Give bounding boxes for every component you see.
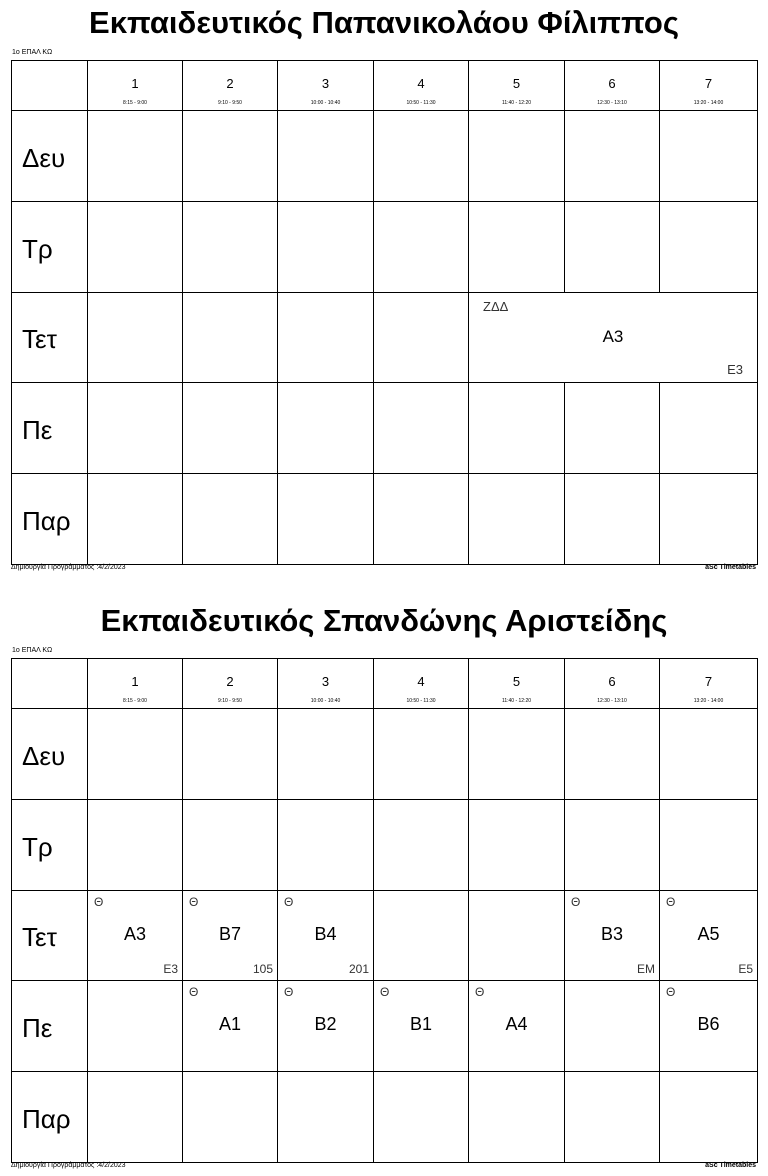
empty-slot — [564, 708, 660, 800]
period-number: 4 — [417, 76, 425, 91]
timetable-sheet — [0, 598, 768, 1176]
lesson-cell[interactable] — [468, 980, 565, 1072]
lesson-class: Β6 — [697, 1014, 720, 1034]
period-header — [659, 60, 758, 111]
lesson-cell[interactable] — [659, 980, 758, 1072]
timetable-grid — [11, 60, 757, 564]
empty-slot — [182, 799, 278, 891]
period-time: 8:15 - 9:00 — [123, 100, 147, 106]
empty-slot — [373, 201, 469, 293]
period-header — [182, 60, 278, 111]
empty-slot — [87, 980, 183, 1072]
period-number: 1 — [131, 76, 139, 91]
empty-slot — [373, 1071, 469, 1163]
empty-slot — [87, 110, 183, 202]
empty-slot — [564, 201, 660, 293]
lesson-subject: Θ — [189, 895, 199, 909]
lesson-cell[interactable] — [87, 890, 183, 981]
empty-slot — [277, 1071, 374, 1163]
empty-slot — [564, 980, 660, 1072]
lesson-room: 105 — [252, 962, 273, 976]
empty-slot — [373, 890, 469, 981]
lesson-room: Ε3 — [163, 962, 178, 976]
period-header — [564, 60, 660, 111]
period-time: 13:20 - 14:00 — [693, 100, 724, 106]
day-label: Τρ — [11, 799, 88, 891]
empty-slot — [277, 382, 374, 474]
empty-slot — [87, 1071, 183, 1163]
lesson-subject: ΖΔΔ — [483, 299, 509, 314]
lesson-class: Β7 — [218, 924, 242, 944]
lesson-subject: Θ — [571, 895, 581, 909]
lesson-room: 201 — [348, 962, 369, 976]
lesson-class: Α3 — [602, 327, 624, 346]
school-name: 1ο ΕΠΑΛ ΚΩ — [12, 49, 53, 56]
teacher-title: Εκπαιδευτικός Σπανδώνης Αριστείδης — [100, 603, 668, 638]
footer-created-date: Δημιουργία Προγράμματος :4/2/2023 — [11, 564, 126, 571]
lesson-cell[interactable] — [182, 980, 278, 1072]
empty-slot — [87, 799, 183, 891]
empty-slot — [87, 292, 183, 383]
empty-slot — [277, 799, 374, 891]
lesson-class: Β2 — [314, 1014, 337, 1034]
period-number: 6 — [608, 674, 616, 689]
empty-slot — [182, 292, 278, 383]
day-label: Τρ — [11, 201, 88, 293]
teacher-title: Εκπαιδευτικός Παπανικολάου Φίλιππος — [89, 5, 679, 40]
period-header — [277, 60, 374, 111]
empty-slot — [373, 473, 469, 565]
empty-slot — [87, 473, 183, 565]
lesson-room: Ε5 — [738, 962, 753, 976]
period-header — [468, 60, 565, 111]
lesson-cell[interactable] — [564, 890, 660, 981]
day-label: Δευ — [11, 708, 88, 800]
lesson-cell[interactable] — [468, 292, 758, 383]
school-name: 1ο ΕΠΑΛ ΚΩ — [12, 647, 53, 654]
empty-slot — [659, 799, 758, 891]
day-label: Πε — [11, 980, 88, 1072]
period-time: 9:10 - 9:50 — [218, 100, 242, 106]
empty-slot — [564, 382, 660, 474]
lesson-subject: Θ — [284, 985, 294, 999]
empty-slot — [87, 201, 183, 293]
period-number: 1 — [131, 674, 139, 689]
period-header — [277, 658, 374, 709]
empty-slot — [659, 708, 758, 800]
lesson-subject: Θ — [475, 985, 485, 999]
empty-slot — [182, 110, 278, 202]
empty-slot — [277, 201, 374, 293]
period-number: 7 — [704, 674, 713, 689]
empty-slot — [182, 382, 278, 474]
empty-slot — [277, 292, 374, 383]
empty-slot — [373, 292, 469, 383]
lesson-class: Α3 — [123, 924, 147, 944]
period-header — [182, 658, 278, 709]
lesson-cell[interactable] — [373, 980, 469, 1072]
period-header — [87, 658, 183, 709]
lesson-class: Β3 — [600, 924, 624, 944]
empty-slot — [468, 708, 565, 800]
empty-slot — [564, 473, 660, 565]
lesson-subject: Θ — [94, 895, 104, 909]
period-time: 11:40 - 12:20 — [501, 698, 532, 704]
empty-slot — [468, 799, 565, 891]
empty-slot — [87, 382, 183, 474]
lesson-class: Β4 — [314, 924, 337, 944]
period-number: 3 — [321, 674, 330, 689]
day-label: Τετ — [11, 890, 88, 981]
lesson-cell[interactable] — [182, 890, 278, 981]
empty-slot — [564, 110, 660, 202]
timetable-sheet — [0, 0, 768, 578]
footer-app-name: aSc Timetables — [705, 1162, 756, 1169]
empty-slot — [468, 1071, 565, 1163]
lesson-class: Β1 — [409, 1014, 433, 1034]
period-number: 2 — [226, 76, 234, 91]
empty-slot — [564, 799, 660, 891]
corner-cell — [11, 658, 88, 709]
lesson-class: Α5 — [697, 924, 720, 944]
empty-slot — [659, 382, 758, 474]
day-label: Τετ — [11, 292, 88, 383]
lesson-subject: Θ — [666, 895, 676, 909]
empty-slot — [659, 110, 758, 202]
empty-slot — [277, 110, 374, 202]
empty-slot — [277, 708, 374, 800]
period-header — [373, 658, 469, 709]
period-header — [468, 658, 565, 709]
lesson-cell[interactable] — [659, 890, 758, 981]
empty-slot — [373, 382, 469, 474]
period-time: 10:00 - 10:40 — [310, 100, 341, 106]
lesson-room: Ε3 — [727, 362, 743, 377]
day-label: Παρ — [11, 473, 88, 565]
empty-slot — [87, 708, 183, 800]
period-time: 10:00 - 10:40 — [310, 698, 341, 704]
period-header — [659, 658, 758, 709]
period-time: 13:20 - 14:00 — [693, 698, 724, 704]
period-number: 6 — [608, 76, 616, 91]
empty-slot — [277, 473, 374, 565]
empty-slot — [468, 473, 565, 565]
empty-slot — [373, 110, 469, 202]
lesson-class: Α1 — [218, 1014, 242, 1034]
timetable-grid — [11, 658, 757, 1162]
period-number: 7 — [704, 76, 713, 91]
empty-slot — [182, 473, 278, 565]
empty-slot — [468, 890, 565, 981]
footer-app-name: aSc Timetables — [705, 564, 756, 571]
lesson-cell[interactable] — [277, 980, 374, 1072]
day-label: Δευ — [11, 110, 88, 202]
period-header — [564, 658, 660, 709]
period-number: 3 — [321, 76, 330, 91]
period-number: 2 — [226, 674, 234, 689]
period-time: 8:15 - 9:00 — [123, 698, 147, 704]
lesson-room: ΕΜ — [637, 962, 655, 976]
day-label: Πε — [11, 382, 88, 474]
period-time: 12:30 - 13:10 — [597, 100, 627, 106]
empty-slot — [373, 708, 469, 800]
empty-slot — [182, 708, 278, 800]
period-time: 10:50 - 11:30 — [406, 100, 436, 106]
period-number: 5 — [512, 76, 521, 91]
empty-slot — [659, 473, 758, 565]
lesson-subject: Θ — [189, 985, 199, 999]
empty-slot — [564, 1071, 660, 1163]
period-time: 12:30 - 13:10 — [597, 698, 627, 704]
period-header — [87, 60, 183, 111]
empty-slot — [468, 201, 565, 293]
period-number: 5 — [512, 674, 521, 689]
empty-slot — [373, 799, 469, 891]
empty-slot — [468, 110, 565, 202]
lesson-subject: Θ — [284, 895, 294, 909]
empty-slot — [659, 201, 758, 293]
empty-slot — [182, 201, 278, 293]
corner-cell — [11, 60, 88, 111]
period-time: 9:10 - 9:50 — [218, 698, 242, 704]
day-label: Παρ — [11, 1071, 88, 1163]
lesson-cell[interactable] — [277, 890, 374, 981]
lesson-subject: Θ — [666, 985, 676, 999]
period-time: 10:50 - 11:30 — [406, 698, 436, 704]
footer-created-date: Δημιουργία Προγράμματος :4/2/2023 — [11, 1162, 126, 1169]
empty-slot — [659, 1071, 758, 1163]
empty-slot — [468, 382, 565, 474]
lesson-subject: Θ — [380, 985, 390, 999]
empty-slot — [182, 1071, 278, 1163]
lesson-class: Α4 — [505, 1014, 528, 1034]
period-time: 11:40 - 12:20 — [501, 100, 532, 106]
period-header — [373, 60, 469, 111]
period-number: 4 — [417, 674, 425, 689]
